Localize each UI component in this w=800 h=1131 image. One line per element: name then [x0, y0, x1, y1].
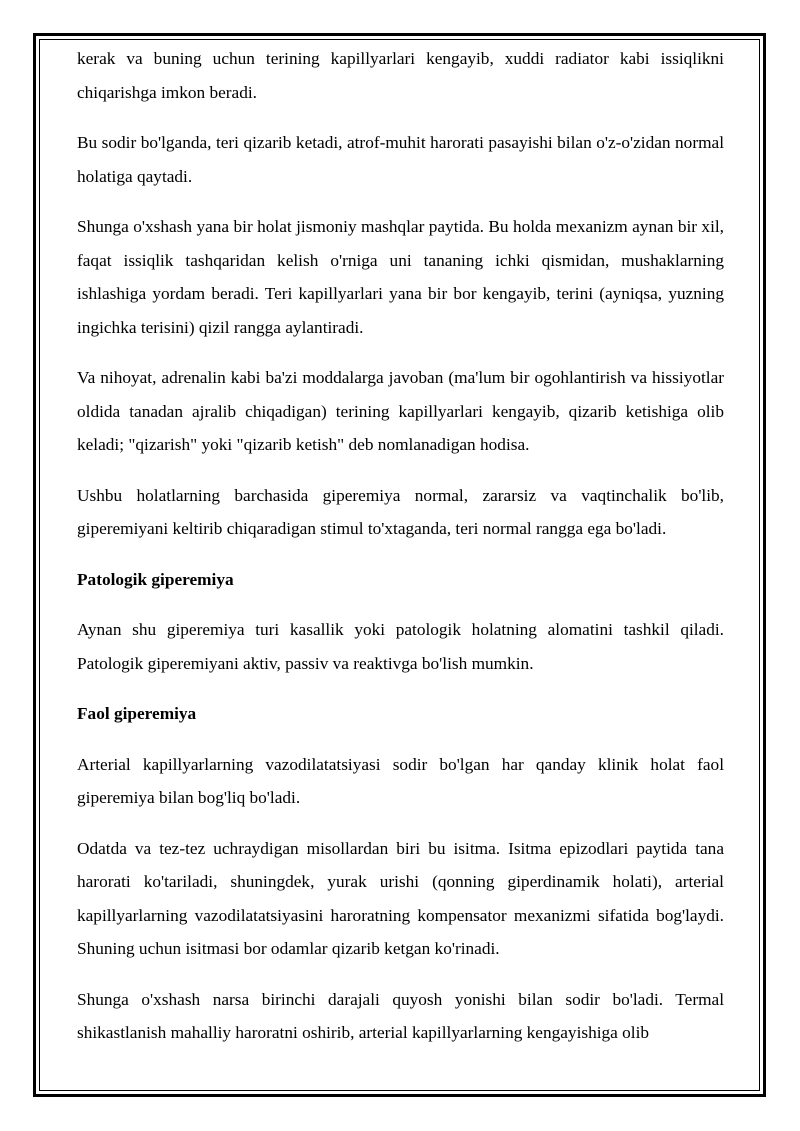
paragraph: Odatda va tez-tez uchraydigan misollardan biri bu isitma. Isitma epizodlari paytida tana harorati ko'tariladi, shuningdek, yurak urishi (qonning giperdinamik holati), arterial kapillyarlarning vazodilatatsiyasini haroratning kompensator mexanizmi sifatida bog'laydi. Shuning uchun isitmasi bor odamlar qizarib ketgan ko'rinadi. [77, 838, 724, 958]
section-heading: Patologik giperemiya [77, 569, 234, 589]
section-heading: Faol giperemiya [77, 704, 197, 723]
paragraph: Bu sodir bo'lganda, teri qizarib ketadi, atrof-muhit harorati pasayishi bilan o'z-o'zidan normal holatiga qaytadi. [77, 133, 724, 186]
paragraph: Arterial kapillyarlarning vazodilatatsiyasi sodir bo'lgan har qanday klinik holat faol giperemiya bilan bog'liq bo'ladi. [77, 754, 724, 807]
paragraph: Shunga o'xshash yana bir holat jismoniy mashqlar paytida. Bu holda mexanizm aynan bir xil, faqat issiqlik tashqaridan kelish o'rniga uni tananing ichki qismidan, mushaklarning ishlashiga yordam beradi. Teri kapillyarlari yana bir bor kengayib, terini (ayniqsa, yuzning ingichka terisini) qizil rangga aylantiradi. [77, 217, 724, 337]
paragraph: Shunga o'xshash narsa birinchi darajali quyosh yonishi bilan sodir bo'ladi. Termal shikastlanish mahalliy haroratni oshirib, arterial kapillyarlarning kengayishiga olib [77, 989, 724, 1042]
paragraph: Va nihoyat, adrenalin kabi ba'zi moddalarga javoban (ma'lum bir ogohlantirish va hissiyotlar oldida tanadan ajralib chiqadigan) terining kapillyarlari kengayib, qizarib ketishiga olib keladi; "qizarish" yoki "qizarib ketish" deb nomlanadigan hodisa. [77, 368, 724, 454]
paragraph: kerak va buning uchun terining kapillyarlari kengayib, xuddi radiator kabi issiqlikni chiqarishga imkon beradi. [77, 49, 724, 102]
paragraph: Aynan shu giperemiya turi kasallik yoki patologik holatning alomatini tashkil qiladi. Patologik giperemiyani aktiv, passiv va reaktivga bo'lish mumkin. [77, 620, 724, 673]
document-body [77, 42, 724, 1067]
paragraph: Ushbu holatlarning barchasida giperemiya normal, zararsiz va vaqtinchalik bo'lib, giperemiyani keltirib chiqaradigan stimul to'xtaganda, teri normal rangga ega bo'ladi. [77, 485, 724, 538]
